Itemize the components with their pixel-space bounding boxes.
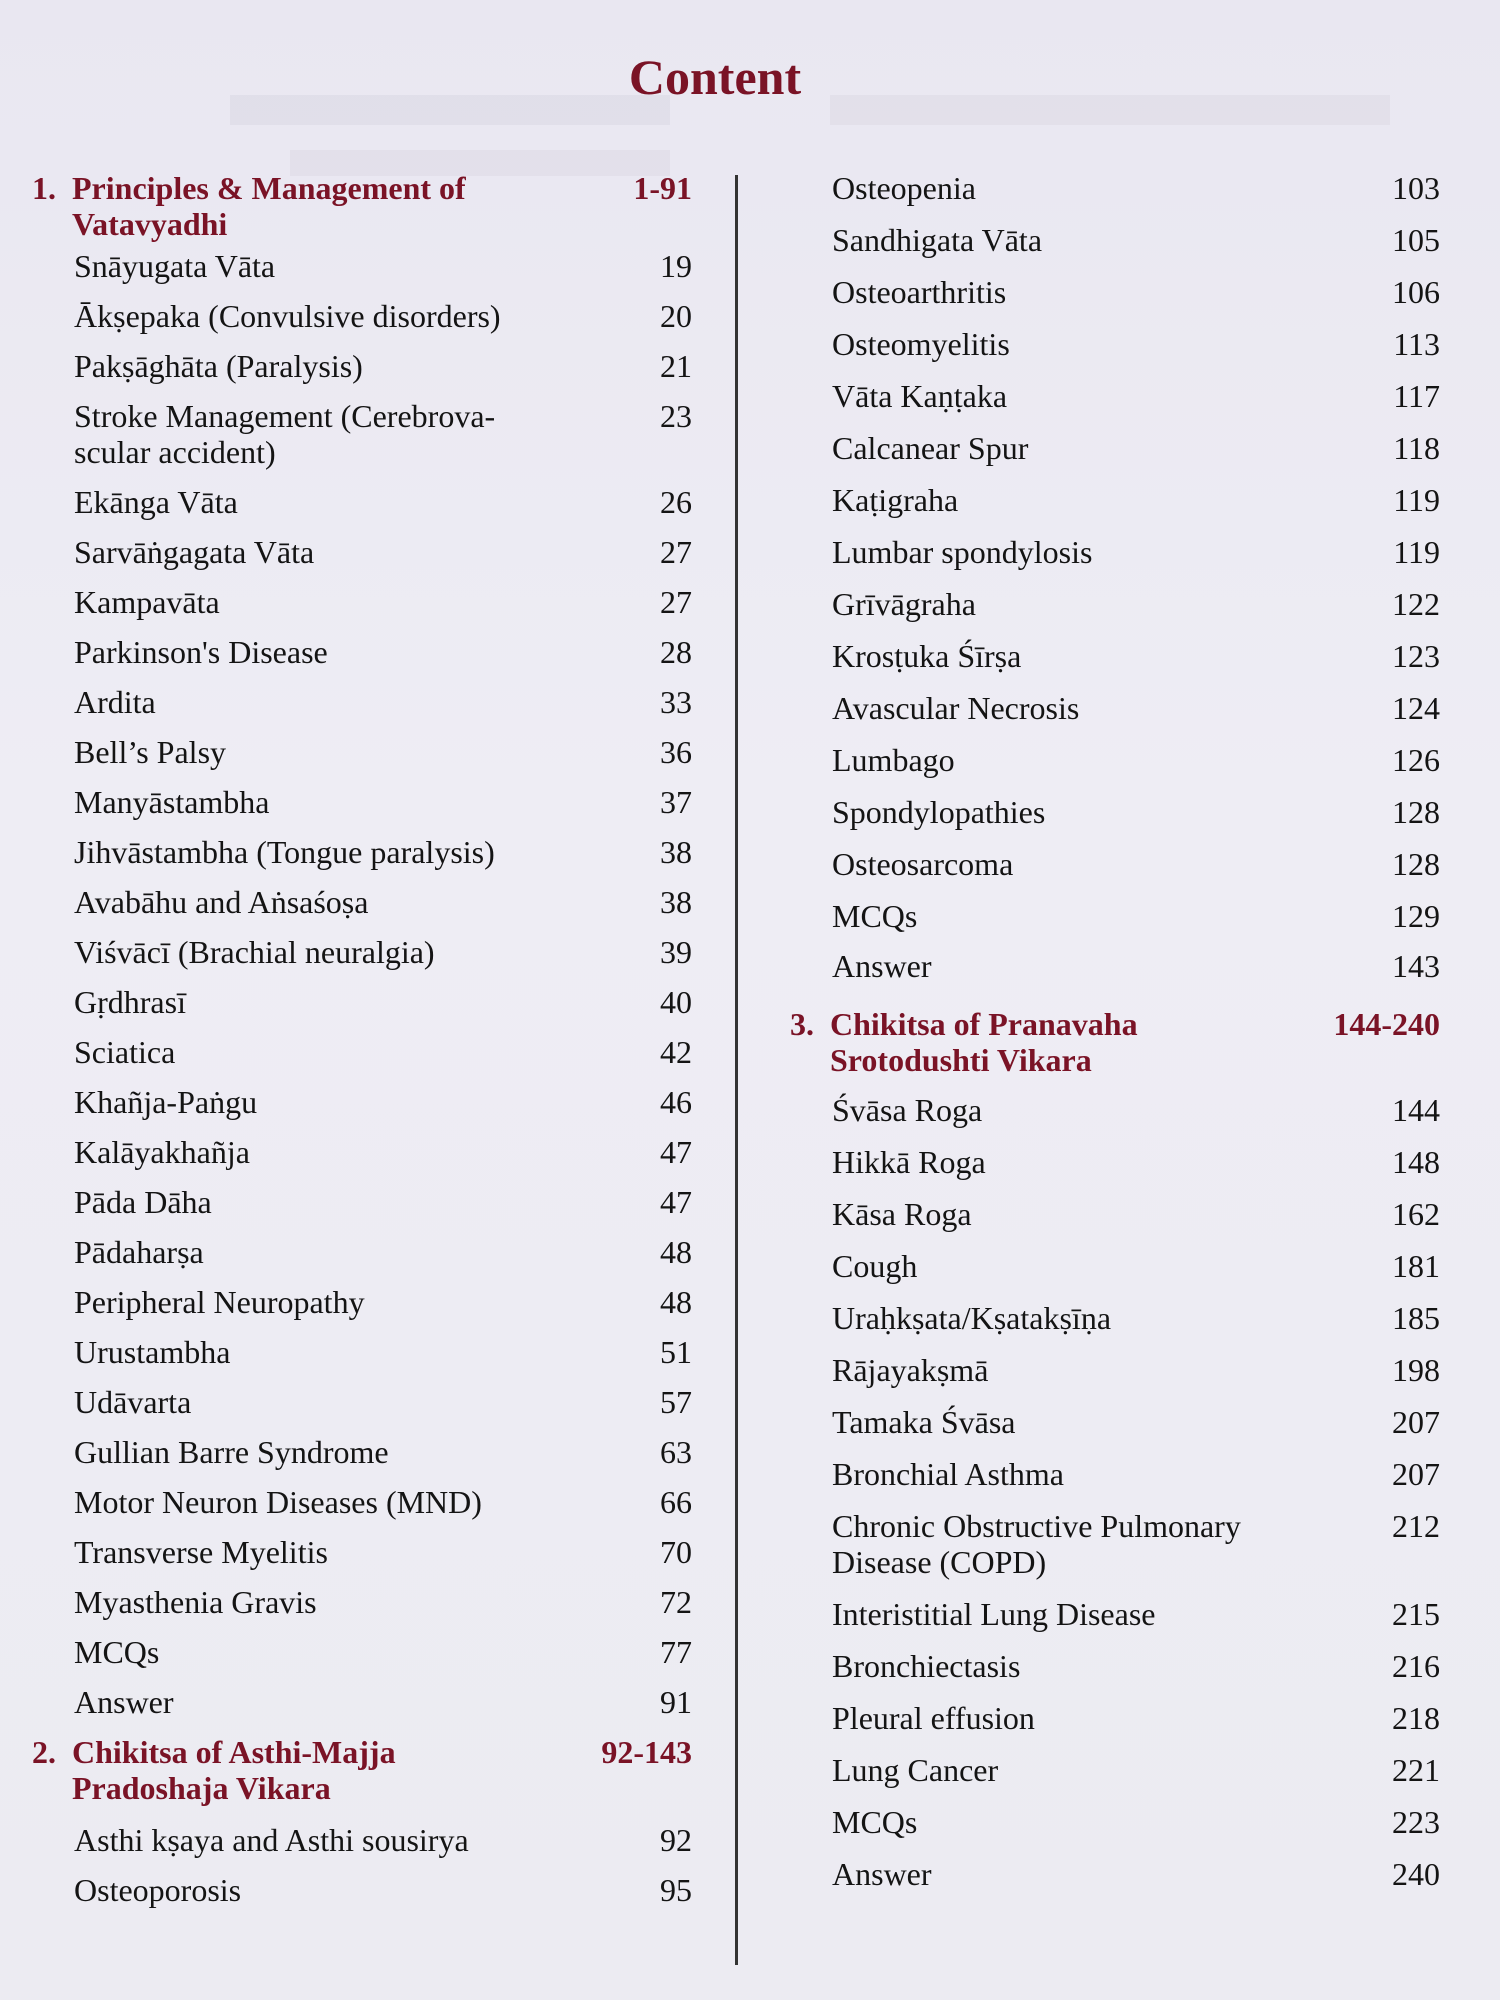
- toc-page-number: 37: [660, 784, 692, 820]
- toc-entry-label: [790, 1856, 1370, 1892]
- toc-entry-title: Motor Neuron Diseases (MND): [74, 1484, 482, 1520]
- toc-page-number: 39: [660, 934, 692, 970]
- toc-entry: [790, 1856, 1440, 1892]
- toc-page-number: 122: [1392, 586, 1440, 622]
- toc-section-title-line: Principles & Management of: [72, 170, 466, 206]
- toc-entry-label: [790, 1596, 1370, 1632]
- toc-entry-title: Peripheral Neuropathy: [74, 1284, 365, 1320]
- toc-entry-title: Lung Cancer: [832, 1752, 999, 1788]
- toc-entry: [790, 482, 1440, 518]
- toc-entry-label: [32, 784, 622, 820]
- toc-page-number: 185: [1392, 1300, 1440, 1336]
- toc-page-number: 216: [1392, 1648, 1440, 1684]
- toc-entry: [790, 742, 1440, 778]
- toc-page-number: 70: [660, 1534, 692, 1570]
- toc-entry: [32, 1684, 692, 1720]
- toc-page-number: 113: [1393, 326, 1440, 362]
- toc-page-number: 123: [1392, 638, 1440, 674]
- toc-page-number: 144: [1392, 1092, 1440, 1128]
- toc-page-number: 105: [1392, 222, 1440, 258]
- toc-section-title: [32, 1734, 601, 1806]
- toc-entry-label: [790, 378, 1370, 414]
- toc-page-number: 129: [1392, 898, 1440, 934]
- toc-entry-label: [790, 1300, 1370, 1336]
- toc-entry: [32, 734, 692, 770]
- toc-entry: [32, 684, 692, 720]
- toc-entry-label: [32, 1284, 622, 1320]
- toc-page-number: 66: [660, 1484, 692, 1520]
- toc-entry-label: [790, 1404, 1370, 1440]
- toc-section-title: [32, 170, 622, 242]
- toc-page-number: 46: [660, 1084, 692, 1120]
- toc-entry-label: [32, 1034, 622, 1070]
- toc-entry-label: [32, 984, 622, 1020]
- toc-page-number: 128: [1392, 794, 1440, 830]
- toc-entry-title: Pleural effusion: [832, 1700, 1035, 1736]
- toc-page-number: 119: [1393, 534, 1440, 570]
- toc-entry: [32, 1384, 692, 1420]
- toc-entry-label: [790, 170, 1370, 206]
- toc-entry-label: [32, 534, 622, 570]
- toc-entry-title: Lumbago: [832, 742, 955, 778]
- toc-entry: [790, 1404, 1440, 1440]
- toc-entry: [32, 1434, 692, 1470]
- toc-entry-title: Answer: [832, 948, 932, 984]
- toc-entry: [790, 222, 1440, 258]
- toc-entry-label: [32, 1534, 622, 1570]
- toc-entry: [32, 784, 692, 820]
- toc-entry: [790, 430, 1440, 466]
- toc-entry-title: Tamaka Śvāsa: [832, 1404, 1016, 1440]
- toc-page-number: 198: [1392, 1352, 1440, 1388]
- toc-page-number: 207: [1392, 1404, 1440, 1440]
- toc-entry: [32, 1584, 692, 1620]
- toc-entry: [790, 638, 1440, 674]
- toc-page-number: 33: [660, 684, 692, 720]
- toc-entry: [790, 326, 1440, 362]
- toc-entry: [790, 1248, 1440, 1284]
- toc-entry: [790, 794, 1440, 830]
- toc-entry-title: Jihvāstambha (Tongue paralysis): [74, 834, 495, 870]
- toc-entry: [790, 1196, 1440, 1232]
- toc-entry: [32, 1134, 692, 1170]
- toc-entry-title: Chronic Obstructive Pulmonary: [832, 1508, 1241, 1544]
- toc-entry-title: Krosṭuka Śīrṣa: [832, 638, 1022, 674]
- toc-section-title-line: Chikitsa of Asthi-Majja: [72, 1734, 396, 1770]
- toc-entry-label: [790, 948, 1370, 984]
- toc-entry-label: [32, 484, 622, 520]
- toc-left-column: [32, 170, 692, 1908]
- toc-page-number: 212: [1392, 1508, 1440, 1544]
- toc-section-title-cont: Vatavyadhi: [72, 206, 228, 242]
- toc-entry: [790, 846, 1440, 882]
- toc-entry-label: [790, 1092, 1370, 1128]
- toc-entry: [32, 298, 692, 334]
- toc-page-number: 72: [660, 1584, 692, 1620]
- toc-entry-label: [790, 1248, 1370, 1284]
- toc-page-number: 215: [1392, 1596, 1440, 1632]
- toc-entry-title: Snāyugata Vāta: [74, 248, 276, 284]
- toc-entry-label: [32, 934, 622, 970]
- toc-section-title-line: Chikitsa of Pranavaha: [830, 1006, 1138, 1042]
- toc-entry-title: MCQs: [832, 1804, 918, 1840]
- toc-entry-label: [790, 274, 1370, 310]
- toc-page-number: 148: [1392, 1144, 1440, 1180]
- toc-entry: [32, 1284, 692, 1320]
- toc-page-number: 223: [1392, 1804, 1440, 1840]
- toc-entry-title: Osteoarthritis: [832, 274, 1007, 310]
- toc-entry-label: [790, 222, 1370, 258]
- toc-entry-title: Udāvarta: [74, 1384, 192, 1420]
- toc-entry-label: [790, 1804, 1370, 1840]
- toc-entry-label: [32, 348, 622, 384]
- toc-entry: [790, 1648, 1440, 1684]
- toc-page-number: 103: [1392, 170, 1440, 206]
- toc-page-number: 51: [660, 1334, 692, 1370]
- toc-entry: [790, 1144, 1440, 1180]
- toc-entry-title: Sandhigata Vāta: [832, 222, 1043, 258]
- toc-entry-title: Kalāyakhañja: [74, 1134, 250, 1170]
- toc-entry-title: Ardita: [74, 684, 156, 720]
- toc-entry-label: [32, 248, 622, 284]
- toc-section-title: [790, 1006, 1333, 1078]
- toc-entry-title: Hikkā Roga: [832, 1144, 986, 1180]
- toc-section-title-cont: Srotodushti Vikara: [830, 1042, 1092, 1078]
- toc-entry-label: [790, 1648, 1370, 1684]
- toc-page-number: 23: [660, 398, 692, 434]
- toc-page-number: 119: [1393, 482, 1440, 518]
- toc-entry-title: Vāta Kaṇṭaka: [832, 378, 1008, 414]
- toc-entry: [790, 1092, 1440, 1128]
- toc-page-number: 21: [660, 348, 692, 384]
- toc-entry: [790, 690, 1440, 726]
- toc-section-number: 1.: [32, 170, 56, 206]
- toc-entry-label: [790, 534, 1370, 570]
- toc-page-number: 162: [1392, 1196, 1440, 1232]
- toc-entry-title: Spondylopathies: [832, 794, 1046, 830]
- toc-entry-title: Osteoporosis: [74, 1872, 242, 1908]
- toc-entry-title: Sarvāṅgagata Vāta: [74, 534, 315, 570]
- toc-entry-title: Cough: [832, 1248, 918, 1284]
- toc-entry: [32, 248, 692, 284]
- toc-entry-label: [32, 1234, 622, 1270]
- toc-entry-title: Śvāsa Roga: [832, 1092, 983, 1128]
- toc-page-number: 57: [660, 1384, 692, 1420]
- toc-page-number: 128: [1392, 846, 1440, 882]
- toc-page-number: 221: [1392, 1752, 1440, 1788]
- toc-entry-title-cont: Disease (COPD): [832, 1544, 1047, 1580]
- column-divider: [735, 175, 738, 1965]
- toc-entry-title: Khañja-Paṅgu: [74, 1084, 258, 1120]
- toc-page-number: 124: [1392, 690, 1440, 726]
- toc-entry-title: Osteomyelitis: [832, 326, 1010, 362]
- toc-entry-label: [32, 1084, 622, 1120]
- toc-entry: [790, 948, 1440, 984]
- toc-entry: [32, 348, 692, 384]
- toc-entry-title: Pādaharṣa: [74, 1234, 204, 1270]
- toc-page-number: 20: [660, 298, 692, 334]
- toc-page-number: 28: [660, 634, 692, 670]
- toc-entry-label: [790, 586, 1370, 622]
- toc-entry-title: Stroke Management (Cerebrova-: [74, 398, 496, 434]
- toc-entry-title: Osteosarcoma: [832, 846, 1014, 882]
- toc-entry: [32, 1034, 692, 1070]
- toc-entry-label: [790, 326, 1370, 362]
- toc-entry-title: Sciatica: [74, 1034, 176, 1070]
- toc-right-column: [790, 170, 1440, 1892]
- toc-page-number: 42: [660, 1034, 692, 1070]
- toc-page-number: 144-240: [1333, 1006, 1440, 1042]
- toc-entry-title: Kāsa Roga: [832, 1196, 972, 1232]
- toc-page-number: 207: [1392, 1456, 1440, 1492]
- toc-entry-label: [790, 794, 1370, 830]
- toc-entry-label: [790, 482, 1370, 518]
- toc-entry-label: [32, 1872, 622, 1908]
- toc-page-number: 218: [1392, 1700, 1440, 1736]
- toc-entry-title: Transverse Myelitis: [74, 1534, 328, 1570]
- toc-entry-label: [790, 1196, 1370, 1232]
- toc-entry-title: Myasthenia Gravis: [74, 1584, 317, 1620]
- toc-entry-label: [32, 1434, 622, 1470]
- toc-page-number: 92: [660, 1822, 692, 1858]
- toc-entry: [790, 1700, 1440, 1736]
- toc-entry-title: Bronchial Asthma: [832, 1456, 1064, 1492]
- toc-entry: [790, 1456, 1440, 1492]
- toc-page-number: 27: [660, 584, 692, 620]
- toc-entry: [32, 1234, 692, 1270]
- toc-entry-label: [32, 584, 622, 620]
- toc-entry-label: [32, 734, 622, 770]
- toc-entry-label: [32, 1584, 622, 1620]
- toc-entry: [32, 534, 692, 570]
- toc-page-number: 48: [660, 1234, 692, 1270]
- toc-page-number: 95: [660, 1872, 692, 1908]
- toc-entry-title: Pāda Dāha: [74, 1184, 212, 1220]
- toc-page-number: 92-143: [601, 1734, 692, 1770]
- toc-entry: [32, 1822, 692, 1858]
- toc-entry-label: [32, 1634, 622, 1670]
- toc-page-number: 26: [660, 484, 692, 520]
- toc-entry-label: [32, 1822, 622, 1858]
- toc-entry-label: [32, 1484, 622, 1520]
- toc-entry: [32, 634, 692, 670]
- toc-entry-title: Interistitial Lung Disease: [832, 1596, 1156, 1632]
- toc-page-number: 106: [1392, 274, 1440, 310]
- toc-page-number: 143: [1392, 948, 1440, 984]
- toc-entry-title: Ekānga Vāta: [74, 484, 238, 520]
- toc-entry: [790, 534, 1440, 570]
- toc-entry: [32, 984, 692, 1020]
- toc-entry-title: Bronchiectasis: [832, 1648, 1021, 1684]
- toc-section: [32, 1734, 692, 1806]
- toc-entry-title: Uraḥkṣata/Kṣatakṣīṇa: [832, 1300, 1112, 1336]
- toc-entry-label: [790, 1144, 1370, 1180]
- toc-entry-title: Manyāstambha: [74, 784, 270, 820]
- toc-entry-title: Viśvācī (Brachial neuralgia): [74, 934, 435, 970]
- toc-entry-title: Parkinson's Disease: [74, 634, 328, 670]
- toc-entry-label: [32, 1334, 622, 1370]
- toc-page-number: 240: [1392, 1856, 1440, 1892]
- page-title: Content: [628, 49, 802, 105]
- toc-entry: [790, 170, 1440, 206]
- toc-section: [790, 1006, 1440, 1078]
- toc-page-number: 63: [660, 1434, 692, 1470]
- toc-page-number: 117: [1393, 378, 1440, 414]
- toc-entry-title: Grīvāgraha: [832, 586, 976, 622]
- toc-entry-label: [790, 1752, 1370, 1788]
- toc-entry-title: Gullian Barre Syndrome: [74, 1434, 389, 1470]
- toc-entry: [790, 274, 1440, 310]
- toc-page-number: 118: [1393, 430, 1440, 466]
- toc-entry: [790, 1752, 1440, 1788]
- toc-entry-label: [32, 298, 622, 334]
- toc-entry-title: Avabāhu and Aṅsaśoṣa: [74, 884, 369, 920]
- toc-entry-title: Ākṣepaka (Convulsive disorders): [74, 298, 501, 334]
- toc-entry: [32, 1084, 692, 1120]
- toc-entry-title-cont: scular accident): [74, 434, 276, 470]
- toc-entry: [790, 1508, 1440, 1580]
- toc-entry: [32, 1334, 692, 1370]
- toc-entry: [790, 1300, 1440, 1336]
- toc-entry-title: Osteopenia: [832, 170, 976, 206]
- toc-entry-title: MCQs: [832, 898, 918, 934]
- toc-page-number: 36: [660, 734, 692, 770]
- toc-entry-label: [790, 1352, 1370, 1388]
- toc-entry: [32, 1534, 692, 1570]
- toc-page-number: 91: [660, 1684, 692, 1720]
- toc-entry-label: [790, 1700, 1370, 1736]
- toc-entry: [32, 484, 692, 520]
- toc-entry-label: [32, 834, 622, 870]
- toc-page-number: 48: [660, 1284, 692, 1320]
- toc-entry-title: Rājayakṣmā: [832, 1352, 989, 1388]
- toc-page-number: 19: [660, 248, 692, 284]
- toc-section-number: 2.: [32, 1734, 56, 1770]
- toc-entry-label: [32, 1134, 622, 1170]
- toc-page-number: 38: [660, 834, 692, 870]
- toc-entry: [32, 584, 692, 620]
- toc-entry-title: Gṛdhrasī: [74, 984, 186, 1020]
- toc-entry-title: Pakṣāghāta (Paralysis): [74, 348, 363, 384]
- toc-entry: [32, 1872, 692, 1908]
- toc-entry-label: [32, 1184, 622, 1220]
- toc-entry-label: [32, 1684, 622, 1720]
- toc-entry: [32, 884, 692, 920]
- toc-entry-label: [32, 1384, 622, 1420]
- toc-entry-title: Kaṭigraha: [832, 482, 959, 518]
- toc-page-number: 40: [660, 984, 692, 1020]
- toc-entry-label: [790, 846, 1370, 882]
- toc-entry-title: MCQs: [74, 1634, 160, 1670]
- toc-entry: [790, 586, 1440, 622]
- toc-entry-label: [790, 690, 1370, 726]
- toc-entry: [790, 1804, 1440, 1840]
- toc-entry-label: [32, 884, 622, 920]
- toc-entry: [790, 898, 1440, 934]
- toc-entry-title: Urustambha: [74, 1334, 231, 1370]
- toc-entry: [790, 1596, 1440, 1632]
- toc-section-number: 3.: [790, 1006, 814, 1042]
- toc-page-number: 47: [660, 1134, 692, 1170]
- toc-entry-label: [32, 684, 622, 720]
- toc-entry-title: Avascular Necrosis: [832, 690, 1080, 726]
- toc-entry: [32, 1634, 692, 1670]
- toc-entry-title: Bell’s Palsy: [74, 734, 227, 770]
- toc-page-number: 27: [660, 534, 692, 570]
- toc-entry-title: Kampavāta: [74, 584, 220, 620]
- toc-entry-label: [32, 634, 622, 670]
- toc-entry-label: [790, 898, 1370, 934]
- toc-entry-label: [790, 742, 1370, 778]
- toc-entry-label: [790, 1456, 1370, 1492]
- toc-entry-label: [790, 1508, 1370, 1580]
- toc-page-number: 38: [660, 884, 692, 920]
- toc-page-number: 1-91: [633, 170, 692, 206]
- toc-entry: [32, 1184, 692, 1220]
- toc-entry-label: [32, 398, 622, 470]
- toc-entry-title: Asthi kṣaya and Asthi sousirya: [74, 1822, 469, 1858]
- toc-entry-title: Lumbar spondylosis: [832, 534, 1093, 570]
- toc-page-number: 126: [1392, 742, 1440, 778]
- toc-entry-title: Answer: [832, 1856, 932, 1892]
- toc-entry: [32, 1484, 692, 1520]
- toc-entry-label: [790, 430, 1370, 466]
- toc-page-number: 47: [660, 1184, 692, 1220]
- toc-entry: [32, 834, 692, 870]
- toc-entry: [790, 1352, 1440, 1388]
- toc-section-title-cont: Pradoshaja Vikara: [72, 1770, 331, 1806]
- toc-entry-title: Calcanear Spur: [832, 430, 1029, 466]
- toc-entry-label: [790, 638, 1370, 674]
- toc-entry-title: Answer: [74, 1684, 174, 1720]
- toc-entry: [32, 398, 692, 470]
- toc-entry: [32, 934, 692, 970]
- toc-section: [32, 170, 692, 242]
- toc-page-number: 77: [660, 1634, 692, 1670]
- toc-entry: [790, 378, 1440, 414]
- toc-page-number: 181: [1392, 1248, 1440, 1284]
